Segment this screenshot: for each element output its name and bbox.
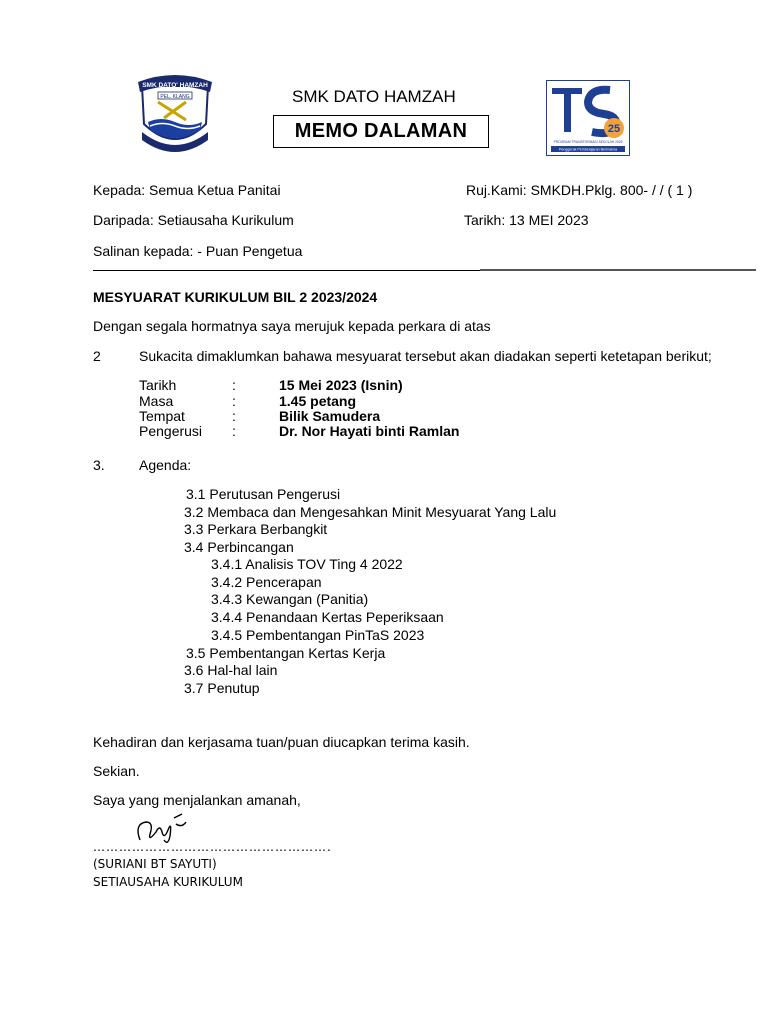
copy-to-line: Salinan kepada: - Puan Pengetua: [93, 243, 303, 259]
agenda-item: 3.4 Perbincangan: [184, 539, 294, 555]
agenda-subitem: 3.4.1 Analisis TOV Ting 4 2022: [211, 556, 403, 572]
ts25-logo: [546, 80, 630, 156]
detail-value-time: 1.45 petang: [279, 393, 357, 409]
school-name: SMK DATO HAMZAH: [292, 87, 456, 106]
intro-paragraph: Dengan segala hormatnya saya merujuk kepada perkara di atas: [93, 318, 491, 334]
memo-subject: MESYUARAT KURIKULUM BIL 2 2023/2024: [93, 289, 378, 305]
ts25-caption: PROGRAM TRANSFORMASI SEKOLAH 2025: [553, 140, 623, 144]
agenda-item: 3.2 Membaca dan Mengesahkan Minit Mesyuarat Yang Lalu: [184, 504, 557, 520]
agenda-item: 3.5 Pembentangan Kertas Kerja: [186, 645, 386, 661]
signatory-title: SETIAUSAHA KURIKULUM: [93, 875, 243, 889]
detail-label: Tarikh: [139, 377, 177, 393]
paragraph-2-number: 2: [93, 348, 101, 364]
paragraph-2-text: Sukacita dimaklumkan bahawa mesyuarat tersebut akan diadakan seperti ketetapan berikut;: [139, 348, 712, 364]
detail-value-venue: Bilik Samudera: [279, 408, 381, 424]
detail-separator: :: [232, 423, 236, 439]
agenda-item: 3.6 Hal-hal lain: [184, 662, 278, 678]
memo-date: Tarikh: 13 MEI 2023: [464, 212, 589, 228]
reference-number: Ruj.Kami: SMKDH.Pklg. 800- / / ( 1 ): [466, 182, 693, 198]
detail-value-chair: Dr. Nor Hayati binti Ramlan: [279, 423, 460, 439]
agenda-subitem: 3.4.3 Kewangan (Panitia): [211, 591, 369, 607]
agenda-subitem: 3.4.4 Penandaan Kertas Peperiksaan: [211, 609, 444, 625]
detail-separator: :: [232, 408, 236, 424]
header-divider-accent: [480, 269, 756, 271]
agenda-subitem: 3.4.5 Pembentangan PinTaS 2023: [211, 627, 425, 643]
sender-line: Daripada: Setiausaha Kurikulum: [93, 212, 294, 228]
ts25-numeral: 25: [607, 123, 621, 135]
school-crest-logo: [136, 72, 214, 154]
detail-label: Pengerusi: [139, 423, 203, 439]
paragraph-3-number: 3.: [93, 457, 105, 473]
memo-title-box: [273, 115, 489, 148]
ts25-subcaption: Penggerak Pembelajaran Bermakna: [559, 147, 617, 152]
memo-title: MEMO DALAMAN: [294, 120, 468, 142]
signature-line: ……………………………………………….: [93, 840, 332, 854]
agenda-heading: Agenda:: [139, 457, 192, 473]
closing-amanah: Saya yang menjalankan amanah,: [93, 792, 301, 808]
detail-label: Masa: [139, 393, 174, 409]
agenda-item: 3.3 Perkara Berbangkit: [184, 521, 328, 537]
crest-location-text: PEL. KLANG: [160, 94, 190, 100]
agenda-subitem: 3.4.2 Pencerapan: [211, 574, 322, 590]
detail-value-date: 15 Mei 2023 (Isnin): [279, 377, 403, 393]
agenda-item: 3.7 Penutup: [184, 680, 260, 696]
closing-thanks: Kehadiran dan kerjasama tuan/puan diucapkan terima kasih.: [93, 734, 470, 750]
signatory-name: (SURIANI BT SAYUTI): [93, 857, 217, 871]
detail-separator: :: [232, 393, 236, 409]
closing-sekian: Sekian.: [93, 763, 140, 779]
agenda-item: 3.1 Perutusan Pengerusi: [186, 486, 341, 502]
recipient-line: Kepada: Semua Ketua Panitai: [93, 182, 281, 198]
detail-label: Tempat: [139, 408, 185, 424]
crest-banner-text: SMK DATO' HAMZAH: [142, 82, 208, 89]
detail-separator: :: [232, 377, 236, 393]
